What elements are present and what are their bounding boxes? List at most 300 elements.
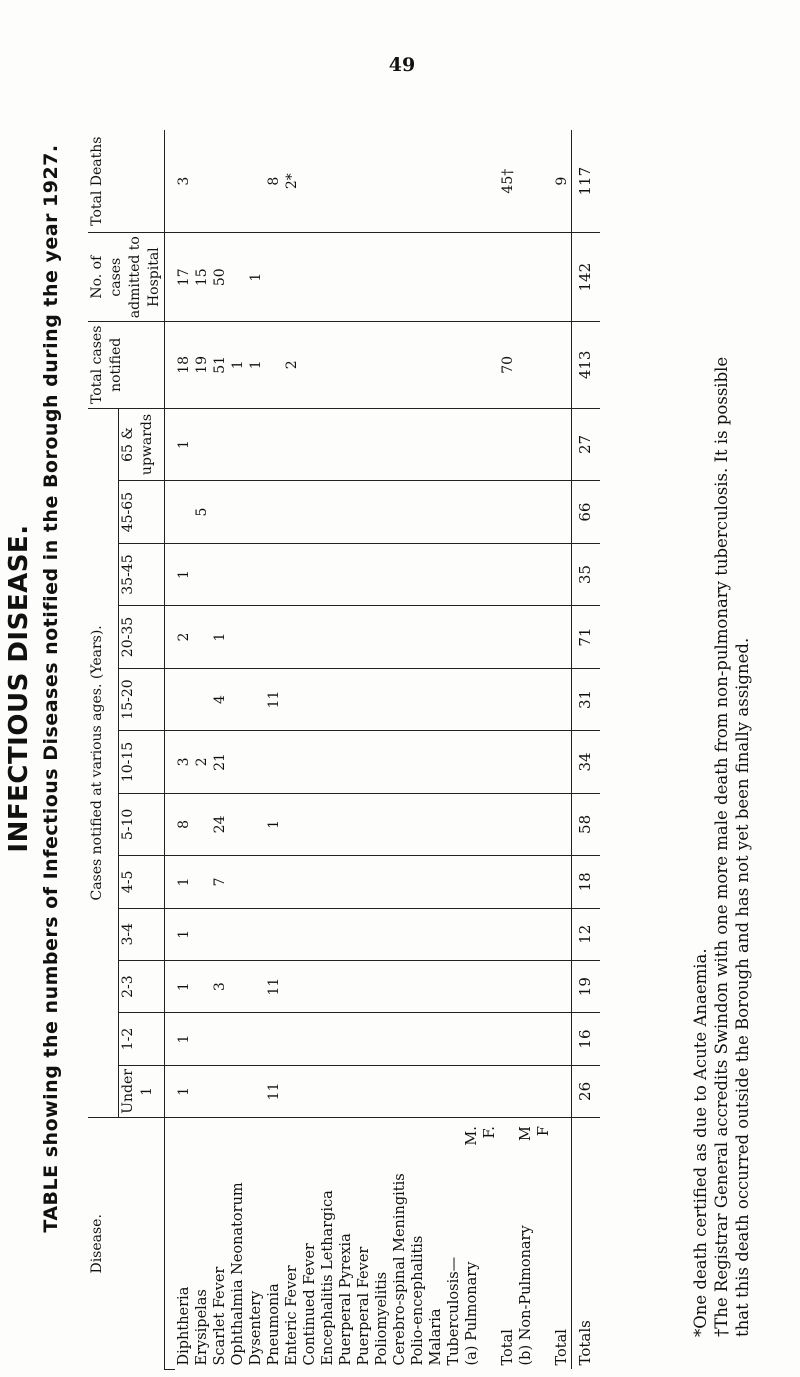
table-cell [193, 543, 211, 605]
table-cell [445, 1013, 463, 1065]
table-cell [553, 408, 572, 481]
table-row [517, 130, 535, 1370]
table-cell: 1 [265, 793, 283, 855]
table-cell: 1 [175, 960, 193, 1012]
table-row [463, 130, 481, 1370]
table-cell [517, 1013, 535, 1065]
table-cell [247, 731, 265, 793]
table-cell [265, 233, 283, 322]
table-cell [481, 960, 499, 1012]
table-cell [535, 233, 553, 322]
table-cell [535, 908, 553, 960]
table-cell [517, 233, 535, 322]
table-cell [517, 908, 535, 960]
table-cell [553, 668, 572, 730]
table-cell [373, 908, 391, 960]
table-cell [499, 1065, 517, 1117]
table-cell [337, 731, 355, 793]
table-row [247, 130, 265, 1370]
table-cell [283, 960, 301, 1012]
title-infectious-disease: INFECTIOUS DISEASE. [4, 524, 34, 853]
table-row [175, 130, 193, 1370]
spacer-row [165, 130, 176, 1370]
table-cell [535, 408, 553, 481]
table-cell [355, 606, 373, 668]
table-cell [535, 130, 553, 233]
table-cell [283, 908, 301, 960]
table-cell: 15 [193, 233, 211, 322]
disease-name [517, 1118, 535, 1370]
table-cell: 51 [211, 322, 229, 409]
table-cell [355, 1065, 373, 1117]
table-cell [553, 856, 572, 908]
table-cell [391, 233, 409, 322]
table-cell [463, 408, 481, 481]
table-cell [355, 233, 373, 322]
table-cell [283, 856, 301, 908]
table-cell [553, 1013, 572, 1065]
disease-name [319, 1118, 337, 1370]
table-cell [427, 731, 445, 793]
disease-name [409, 1118, 427, 1370]
table-cell [193, 856, 211, 908]
table-cell [247, 668, 265, 730]
table-cell [337, 668, 355, 730]
table-cell: 70 [499, 322, 517, 409]
table-cell [481, 908, 499, 960]
table-cell [427, 606, 445, 668]
table-cell [337, 856, 355, 908]
table-cell [463, 233, 481, 322]
totals-cell: 19 [572, 960, 601, 1012]
table-cell [463, 1013, 481, 1065]
table-cell [445, 233, 463, 322]
disease-label: Scarlet Fever [212, 1266, 228, 1366]
table-cell [391, 481, 409, 543]
table-cell: 1 [247, 233, 265, 322]
table-cell [337, 960, 355, 1012]
table-cell [247, 543, 265, 605]
table-cell [391, 606, 409, 668]
table-cell [373, 1013, 391, 1065]
table-row [373, 130, 391, 1370]
footnotes [690, 37, 753, 1337]
table-cell [409, 960, 427, 1012]
table-cell [319, 1013, 337, 1065]
table-cell [265, 322, 283, 409]
table-cell [409, 908, 427, 960]
totals-row [572, 130, 601, 1370]
table-cell: 3 [175, 731, 193, 793]
table-row [481, 130, 499, 1370]
table-cell [301, 481, 319, 543]
table-cell [517, 130, 535, 233]
table-cell [499, 1013, 517, 1065]
table-row [553, 130, 572, 1370]
table-cell [229, 793, 247, 855]
table-cell: 4 [211, 668, 229, 730]
table-cell [517, 606, 535, 668]
table-cell [229, 668, 247, 730]
table-cell [517, 322, 535, 409]
table-cell [247, 1013, 265, 1065]
table-cell: 9 [553, 130, 572, 233]
table-cell [229, 233, 247, 322]
table-cell [535, 731, 553, 793]
disease-label: Puerperal Pyrexia [338, 1233, 354, 1366]
footnote-1: *One death certified as due to Acute Anaemia. [691, 948, 710, 1337]
table-cell [319, 1065, 337, 1117]
table-cell: 21 [211, 731, 229, 793]
table-cell [517, 856, 535, 908]
table-cell [337, 908, 355, 960]
disease-label: Encephalitis Lethargica [320, 1190, 336, 1366]
table-cell [193, 1013, 211, 1065]
table-cell [463, 543, 481, 605]
table-cell [517, 543, 535, 605]
table-cell [247, 606, 265, 668]
table-cell: 2* [283, 130, 301, 233]
table-cell [463, 960, 481, 1012]
table-cell [499, 408, 517, 481]
table-cell: 1 [175, 408, 193, 481]
table-cell [193, 793, 211, 855]
table-cell [445, 731, 463, 793]
table-cell [409, 668, 427, 730]
table-cell [409, 543, 427, 605]
table-cell [337, 1013, 355, 1065]
table-row [193, 130, 211, 1370]
table-cell [535, 481, 553, 543]
header-age-2: 2-3 [118, 960, 164, 1012]
header-disease: Disease. [88, 1118, 165, 1370]
table-cell [427, 1013, 445, 1065]
disease-label: Polio-encephalitis [410, 1235, 426, 1366]
table-cell [499, 960, 517, 1012]
disease-name [355, 1118, 373, 1370]
table-cell [229, 606, 247, 668]
header-age-10: 45-65 [118, 481, 164, 543]
table-cell [229, 130, 247, 233]
table-cell [301, 233, 319, 322]
table-cell [211, 1065, 229, 1117]
table-cell [391, 793, 409, 855]
table-cell [373, 793, 391, 855]
disease-name [265, 1118, 283, 1370]
table-cell [337, 606, 355, 668]
table-cell [373, 606, 391, 668]
totals-cell: 34 [572, 731, 601, 793]
table-body [165, 130, 601, 1370]
table-cell [445, 481, 463, 543]
table-cell [319, 233, 337, 322]
table-cell [391, 1065, 409, 1117]
table-cell [229, 408, 247, 481]
table-cell [409, 606, 427, 668]
disease-label: Diphtheria [176, 1286, 192, 1366]
disease-name [553, 1118, 572, 1370]
disease-label: Tuberculosis— [446, 1256, 462, 1366]
footnote-2: †The Registrar General accredits Swindon with one more male death from non-pulmonary tuberculosis. It is possible [712, 356, 731, 1337]
header-age-8: 20-35 [118, 606, 164, 668]
table-cell [427, 793, 445, 855]
table-cell: 11 [265, 1065, 283, 1117]
table-cell [463, 793, 481, 855]
header-age-4: 4-5 [118, 856, 164, 908]
table-cell [481, 856, 499, 908]
disease-name [229, 1118, 247, 1370]
table-cell: 18 [175, 322, 193, 409]
table-cell [247, 481, 265, 543]
table-cell: 17 [175, 233, 193, 322]
table-cell [391, 960, 409, 1012]
table-cell [553, 606, 572, 668]
table-cell [463, 668, 481, 730]
table-cell [373, 543, 391, 605]
table-cell: 24 [211, 793, 229, 855]
disease-label: Pneumonia [266, 1283, 282, 1366]
table-cell [301, 1065, 319, 1117]
table-cell: 45† [499, 130, 517, 233]
table-cell [445, 1065, 463, 1117]
table-cell [535, 793, 553, 855]
table-cell [247, 793, 265, 855]
table-cell [355, 481, 373, 543]
disease-name [211, 1118, 229, 1370]
header-deaths: Total Deaths [88, 130, 165, 233]
table-cell [319, 731, 337, 793]
table-cell [283, 1013, 301, 1065]
table-cell [319, 856, 337, 908]
table-cell [319, 606, 337, 668]
table-cell [247, 1065, 265, 1117]
table-cell [481, 1065, 499, 1117]
table-cell [481, 1013, 499, 1065]
table-cell: 2 [193, 731, 211, 793]
sex-label: M. [464, 1126, 480, 1146]
page-number: 49 [388, 54, 416, 76]
table-cell [427, 668, 445, 730]
table-cell [193, 130, 211, 233]
table-cell [373, 481, 391, 543]
disease-label: Malaria [428, 1308, 444, 1366]
table-cell: 1 [175, 1013, 193, 1065]
disease-name [427, 1118, 445, 1370]
table-cell [355, 408, 373, 481]
totals-cell: 26 [572, 1065, 601, 1117]
table-cell [499, 856, 517, 908]
table-row [211, 130, 229, 1370]
disease-name [463, 1118, 481, 1370]
table-cell [553, 1065, 572, 1117]
table-cell [373, 668, 391, 730]
table-cell [355, 1013, 373, 1065]
disease-label: Dysentery [248, 1290, 264, 1366]
table-cell [229, 908, 247, 960]
header-age-7: 15-20 [118, 668, 164, 730]
table-cell [499, 543, 517, 605]
table-cell [355, 793, 373, 855]
table-cell [247, 130, 265, 233]
table-cell [373, 233, 391, 322]
table-row [337, 130, 355, 1370]
table-cell [301, 793, 319, 855]
table-cell [409, 1013, 427, 1065]
table-cell [337, 1065, 355, 1117]
table-cell [481, 668, 499, 730]
table-cell [193, 1065, 211, 1117]
table-cell [247, 856, 265, 908]
table-cell [229, 1065, 247, 1117]
table-cell: 19 [193, 322, 211, 409]
table-cell [319, 322, 337, 409]
totals-cell: 58 [572, 793, 601, 855]
table-cell [193, 408, 211, 481]
table-cell [427, 960, 445, 1012]
table-cell: 3 [211, 960, 229, 1012]
disease-label: Cerebro-spinal Meningitis [392, 1173, 408, 1366]
table-cell [373, 322, 391, 409]
table-cell [535, 606, 553, 668]
footnote-3: that this death occurred outside the Borough and has not yet been finally assigned. [733, 637, 752, 1337]
table-cell [373, 408, 391, 481]
table-cell [499, 606, 517, 668]
table-cell [193, 606, 211, 668]
table-row [265, 130, 283, 1370]
table-cell [535, 856, 553, 908]
table-cell [337, 481, 355, 543]
table-cell [427, 543, 445, 605]
disease-name [337, 1118, 355, 1370]
table-cell [391, 908, 409, 960]
header-age-5: 5-10 [118, 793, 164, 855]
table-cell [319, 481, 337, 543]
table-cell [247, 960, 265, 1012]
table-cell [355, 668, 373, 730]
table-cell [427, 481, 445, 543]
header-age-0: Under 1 [118, 1065, 164, 1117]
table-cell [337, 793, 355, 855]
table-cell [355, 543, 373, 605]
table-cell [247, 408, 265, 481]
table-cell [481, 130, 499, 233]
table-cell [211, 908, 229, 960]
table-cell [427, 408, 445, 481]
table-cell [553, 793, 572, 855]
table-cell [301, 543, 319, 605]
disease-label: Continued Fever [302, 1243, 318, 1366]
header-age-1: 1-2 [118, 1013, 164, 1065]
table-cell [445, 130, 463, 233]
table-cell [553, 543, 572, 605]
table-cell [337, 543, 355, 605]
disease-label: Puerperal Fever [356, 1246, 372, 1366]
table-cell [409, 408, 427, 481]
table-cell [553, 908, 572, 960]
table-cell [319, 793, 337, 855]
totals-cell: 12 [572, 908, 601, 960]
table-cell [463, 322, 481, 409]
table-cell [355, 322, 373, 409]
table-cell [427, 130, 445, 233]
table-cell [355, 908, 373, 960]
table-cell [409, 793, 427, 855]
table-cell [463, 856, 481, 908]
table-cell [499, 668, 517, 730]
disease-name [391, 1118, 409, 1370]
disease-label: Erysipelas [194, 1289, 210, 1366]
table-cell: 3 [175, 130, 193, 233]
table-cell [265, 731, 283, 793]
table-cell: 7 [211, 856, 229, 908]
disease-name [193, 1118, 211, 1370]
table-cell [283, 668, 301, 730]
table-cell [535, 1013, 553, 1065]
table-cell [517, 960, 535, 1012]
totals-cell: 16 [572, 1013, 601, 1065]
disease-name [445, 1118, 463, 1370]
disease-name [175, 1118, 193, 1370]
totals-cell: 413 [572, 322, 601, 409]
totals-label: Totals [572, 1118, 601, 1370]
table-cell [211, 130, 229, 233]
table-cell [553, 233, 572, 322]
header-hospital: No. of cases admitted to Hospital [88, 233, 165, 322]
table-cell [355, 731, 373, 793]
table-cell [535, 960, 553, 1012]
totals-cell: 18 [572, 856, 601, 908]
table-cell [283, 481, 301, 543]
disease-label: Ophthalmia Neonatorum [230, 1182, 246, 1366]
table-cell [463, 606, 481, 668]
disease-name [499, 1118, 517, 1370]
table-cell [247, 908, 265, 960]
table-row [229, 130, 247, 1370]
table-cell [391, 130, 409, 233]
table-cell [337, 130, 355, 233]
table-cell [535, 1065, 553, 1117]
table-cell [391, 408, 409, 481]
table-cell [481, 543, 499, 605]
table-cell [535, 322, 553, 409]
table-cell [391, 856, 409, 908]
table-cell [409, 856, 427, 908]
table-row [319, 130, 337, 1370]
totals-cell: 66 [572, 481, 601, 543]
table-cell [445, 668, 463, 730]
totals-cell: 35 [572, 543, 601, 605]
table-cell [463, 731, 481, 793]
table-cell [211, 1013, 229, 1065]
table-cell [409, 322, 427, 409]
table-cell [301, 408, 319, 481]
table-cell [265, 543, 283, 605]
table-cell [265, 856, 283, 908]
table-cell [337, 322, 355, 409]
table-cell: 11 [265, 668, 283, 730]
table-cell [445, 793, 463, 855]
table-cell [535, 668, 553, 730]
table-cell [283, 1065, 301, 1117]
table-cell [427, 908, 445, 960]
table-cell [517, 408, 535, 481]
table-cell [481, 793, 499, 855]
table-cell [211, 481, 229, 543]
table-cell [499, 233, 517, 322]
table-cell [229, 960, 247, 1012]
totals-cell: 117 [572, 130, 601, 233]
table-cell [445, 543, 463, 605]
